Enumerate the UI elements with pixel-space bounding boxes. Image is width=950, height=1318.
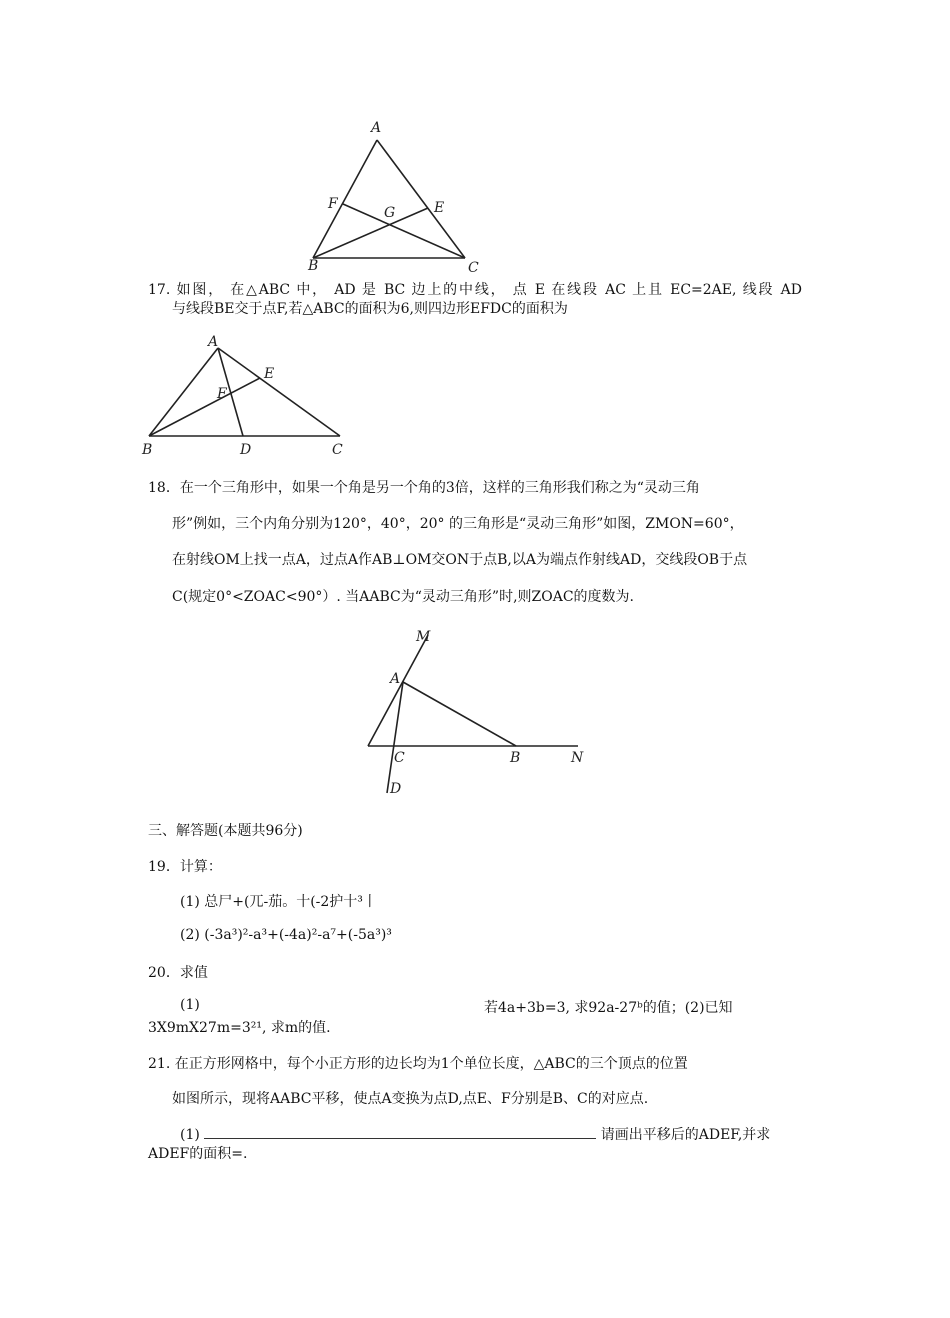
- figure-17-triangle: [140, 330, 360, 460]
- segment-be: [149, 378, 260, 436]
- label-g: G: [384, 205, 396, 221]
- label-c: C: [332, 442, 343, 458]
- segment-ab: [403, 682, 516, 746]
- label-e: E: [434, 200, 445, 216]
- segment-ab: [313, 140, 377, 258]
- label-c: C: [468, 260, 479, 276]
- segment-ab: [149, 348, 218, 436]
- label-f: F: [217, 386, 227, 402]
- figure-16-svg: [300, 110, 510, 275]
- q21-item-1-tail: 请画出平移后的ADEF,并求: [600, 1127, 771, 1143]
- label-f: F: [328, 196, 338, 212]
- figure-18-svg: [360, 625, 600, 800]
- q19-item-1: (1) 总尸+(兀-茄。十(-2护十³丨: [180, 894, 377, 910]
- label-b: B: [142, 442, 153, 458]
- label-a: A: [371, 120, 382, 136]
- answer-blank: [204, 1124, 596, 1139]
- label-b: B: [308, 258, 319, 274]
- label-a: A: [208, 334, 219, 350]
- q21-item-1-number: (1): [180, 1127, 200, 1143]
- q18-line-3: 在射线OM上找一点A，过点A作AB⊥OM交ON于点B,以A为端点作射线AD，交线段OB于点: [172, 552, 748, 568]
- label-b: B: [510, 750, 521, 766]
- section-3-heading: 三、解答题(本题共96分): [148, 823, 303, 839]
- q18-line-1: 18．在一个三角形中，如果一个角是另一个角的3倍，这样的三角形我们称之为“灵动三角: [148, 480, 700, 496]
- q20-title: 20．求值: [148, 965, 208, 981]
- segment-ac: [377, 140, 465, 258]
- label-d: D: [240, 442, 252, 458]
- ray-ad: [387, 682, 403, 793]
- figure-triangle-abc-cevians: [300, 110, 510, 275]
- q20-item-1-number: (1): [180, 997, 200, 1013]
- segment-cf: [343, 204, 465, 258]
- q20-item-1-text: 若4a+3b=3, 求92a-27ᵇ的值；(2)已知: [484, 1000, 733, 1016]
- q21-line-3: [180, 1124, 770, 1144]
- q21-line-2: 如图所示，现将AABC平移，使点A变换为点D,点E、F分别是B、C的对应点.: [172, 1091, 649, 1107]
- segment-ac: [218, 348, 340, 436]
- q17-line-1: 17. 如图， 在△ABC 中， AD 是 BC 边上的中线， 点 E 在线段 AC 上且 EC=2AE, 线段 AD: [148, 282, 802, 298]
- q21-line-4: ADEF的面积=.: [148, 1146, 248, 1162]
- label-e: E: [264, 366, 275, 382]
- q20-line-2: 3X9mX27m=3²¹, 求m的值.: [148, 1020, 331, 1036]
- figure-18-angle: [360, 625, 600, 800]
- label-a: A: [390, 671, 401, 687]
- label-c: C: [394, 750, 405, 766]
- q18-line-4: C(规定0°<ZOAC<90°）. 当AABC为“灵动三角形”时,则ZOAC的度数为.: [172, 589, 635, 605]
- q18-line-2: 形”例如，三个内角分别为120°，40°，20° 的三角形是“灵动三角形”如图，ZMON=60°，: [172, 516, 744, 532]
- q19-title: 19．计算：: [148, 859, 222, 875]
- figure-17-svg: [140, 330, 360, 460]
- q21-line-1: 21. 在正方形网格中，每个小正方形的边长均为1个单位长度，△ABC的三个顶点的位置: [148, 1056, 688, 1072]
- label-d: D: [390, 781, 402, 797]
- q17-line-2: 与线段BE交于点F,若△ABC的面积为6,则四边形EFDC的面积为: [172, 301, 568, 317]
- label-n: N: [571, 750, 584, 766]
- q19-item-2: (2) (-3a³)²-a³+(-4a)²-a⁷+(-5a³)³: [180, 927, 392, 943]
- label-m: M: [416, 629, 431, 645]
